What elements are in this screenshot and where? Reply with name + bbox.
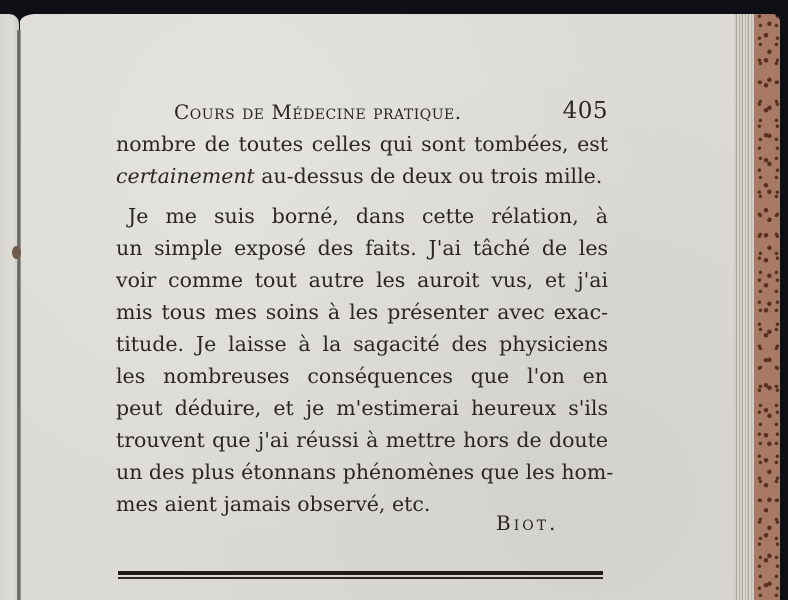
text-line [116, 160, 608, 192]
line-text: trouvent que j'ai réussi à mettre hors de doute [116, 428, 608, 452]
line-text: titude. Je laisse à la sagacité des physiciens [116, 332, 608, 356]
text-line [116, 200, 608, 232]
background-edge [780, 0, 788, 600]
emphasis-text: certainement [116, 164, 255, 188]
line-text: au-dessus de deux ou trois mille. [254, 164, 603, 188]
text-line [116, 264, 608, 296]
text-line [116, 424, 608, 456]
line-text: les nombreuses conséquences que l'on en [116, 364, 608, 388]
line-text: peut déduire, et je m'estimerai heureux s'ils [116, 396, 608, 420]
running-head [116, 98, 608, 128]
line-text: mes aient jamais observé, etc. [116, 492, 431, 516]
line-text: un simple exposé des faits. J'ai tâché de les [116, 236, 608, 260]
text-line [116, 328, 608, 360]
line-text: mis tous mes soins à les présenter avec exac- [116, 300, 608, 324]
marbled-cover [754, 14, 780, 600]
line-text: nombre de toutes celles qui sont tombées, est [116, 132, 608, 156]
line-text: un des plus étonnans phénomènes que les hom- [116, 460, 614, 484]
page-text [116, 98, 614, 535]
binding-thread-mark [12, 246, 21, 259]
end-rule-thin [118, 577, 603, 579]
running-title: Cours de Médecine pratique. [174, 100, 462, 124]
line-text: voir comme tout autre les auroit vus, et j'ai [116, 268, 608, 292]
text-line [116, 456, 614, 488]
author-signature: Biot. [496, 511, 559, 535]
book-gutter [17, 30, 21, 600]
text-line [116, 128, 608, 160]
line-text: Je me suis borné, dans cette rélation, à [128, 204, 608, 228]
page-number: 405 [562, 98, 608, 124]
text-line [116, 360, 608, 392]
text-line [116, 296, 608, 328]
text-line [116, 392, 608, 424]
end-rule [118, 571, 603, 575]
page-edges [734, 14, 754, 600]
text-line [116, 232, 608, 264]
